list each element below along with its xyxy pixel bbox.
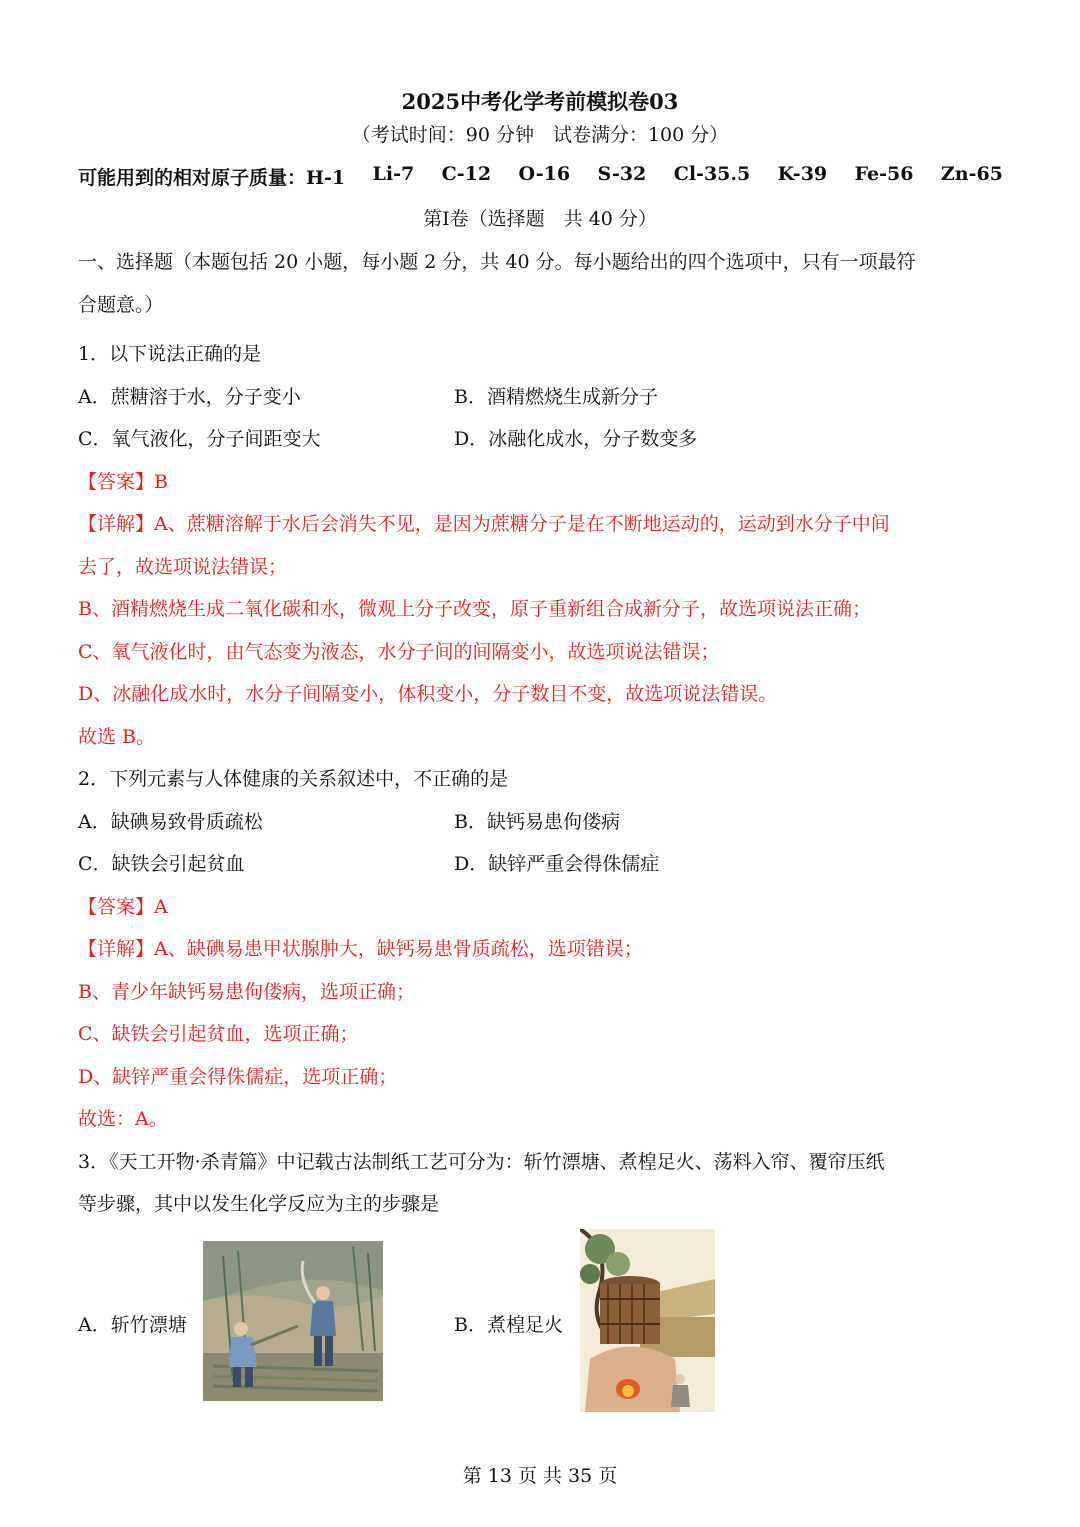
q1-answer: 【答案】B: [78, 471, 168, 493]
atomic-mass-label: 可能用到的相对原子质量：H-1: [78, 167, 346, 189]
atomic-mass-item: O-16: [518, 163, 571, 185]
section-intro: 一、选择题（本题包括 20 小题，每小题 2 分，共 40 分。每小题给出的四个选项中，只有一项最符: [78, 251, 916, 273]
q2-detail: D、缺锌严重会得侏儒症，选项正确；: [78, 1066, 398, 1088]
q2-option-a: A．缺碘易致骨质疏松: [78, 811, 263, 833]
atomic-mass-item: Zn-65: [940, 163, 1003, 185]
atomic-mass-item: Cl-35.5: [673, 163, 751, 185]
atomic-mass-row: [78, 163, 1003, 190]
atomic-mass-item: S-32: [597, 163, 647, 185]
q1-detail: C、氧气液化时，由气态变为液态，水分子间的间隔变小，故选项说法错误；: [78, 641, 720, 663]
q3-stem: 3．《天工开物·杀青篇》中记载古法制纸工艺可分为：斩竹漂塘、煮楻足火、荡料入帘、覆帘压纸: [78, 1151, 885, 1173]
atomic-mass-item: Fe-56: [854, 163, 914, 185]
q1-detail: 去了，故选项说法错误；: [78, 556, 288, 578]
q2-option-c: C．缺铁会引起贫血: [78, 853, 245, 875]
q1-stem: 1．以下说法正确的是: [78, 343, 262, 365]
boiling-vat-illustration: [580, 1229, 715, 1412]
atomic-mass-item: K-39: [777, 163, 828, 185]
q2-answer: 【答案】A: [78, 896, 168, 918]
q2-detail: B、青少年缺钙易患佝偻病，选项正确；: [78, 981, 415, 1003]
q1-option-a: A．蔗糖溶于水，分子变小: [78, 386, 301, 408]
atomic-mass-item: C-12: [441, 163, 492, 185]
q1-detail: 【详解】A、蔗糖溶解于水后会消失不见，是因为蔗糖分子是在不断地运动的，运动到水分子中间: [78, 513, 890, 535]
q2-detail: 【详解】A、缺碘易患甲状腺肿大，缺钙易患骨质疏松，选项错误；: [78, 938, 643, 960]
q1-detail: B、酒精燃烧生成二氧化碳和水，微观上分子改变，原子重新组合成新分子，故选项说法正确；: [78, 598, 871, 620]
exam-title: 2025中考化学考前模拟卷03: [401, 89, 679, 114]
page-number: 第 13 页 共 35 页: [462, 1465, 618, 1487]
q2-option-d: D．缺锌严重会得侏儒症: [454, 853, 660, 875]
q1-option-d: D．冰融化成水，分子数变多: [454, 428, 698, 450]
q2-conclusion: 故选：A。: [78, 1108, 168, 1130]
q3-option-b: B．煮楻足火: [454, 1314, 563, 1336]
q1-conclusion: 故选 B。: [78, 726, 156, 748]
q3-option-a: A．斩竹漂塘: [78, 1314, 187, 1336]
q2-stem: 2．下列元素与人体健康的关系叙述中，不正确的是: [78, 768, 509, 790]
bamboo-cutting-illustration: [203, 1241, 383, 1401]
q2-option-b: B．缺钙易患佝偻病: [454, 811, 620, 833]
q1-detail: D、冰融化成水时，水分子间隔变小，体积变小，分子数目不变，故选项说法错误。: [78, 683, 778, 705]
section-intro-cont: 合题意。）: [78, 294, 164, 316]
section-title: 第Ⅰ卷（选择题 共 40 分）: [423, 208, 657, 230]
atomic-mass-item: Li-7: [372, 163, 415, 185]
exam-subtitle: （考试时间：90 分钟 试卷满分：100 分）: [351, 124, 729, 146]
q2-detail: C、缺铁会引起贫血，选项正确；: [78, 1023, 359, 1045]
q3-stem-cont: 等步骤，其中以发生化学反应为主的步骤是: [78, 1193, 440, 1215]
q1-option-c: C．氧气液化，分子间距变大: [78, 428, 321, 450]
q1-option-b: B．酒精燃烧生成新分子: [454, 386, 658, 408]
